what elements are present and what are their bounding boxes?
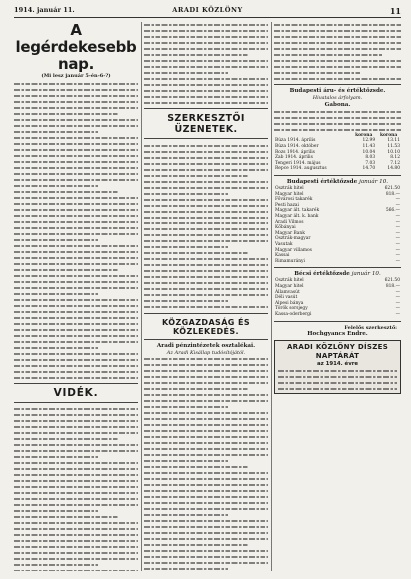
text-line xyxy=(14,430,138,436)
header-date: 1914. január 11. xyxy=(14,6,75,14)
text-line xyxy=(144,100,268,106)
text-line xyxy=(14,308,138,314)
table-value-cell: — xyxy=(395,202,400,208)
text-line xyxy=(144,530,268,536)
text-line xyxy=(14,543,138,549)
column-divider xyxy=(141,22,142,571)
text-line xyxy=(144,464,249,470)
text-line xyxy=(14,537,138,543)
subsection-title: Aradi pénzintézetek osztalékai. xyxy=(156,342,256,349)
text-line xyxy=(144,404,228,410)
text-line xyxy=(14,255,138,261)
text-line xyxy=(144,208,268,214)
table-value-cell: — xyxy=(395,197,400,203)
table-label-cell: Fővárosi takarék xyxy=(275,197,313,203)
table-label-cell: Magyar hitel xyxy=(275,191,304,197)
article-body xyxy=(144,356,268,571)
text-line xyxy=(14,484,138,490)
text-line xyxy=(144,494,268,500)
text-line xyxy=(14,508,98,514)
text-line xyxy=(14,320,138,326)
text-line xyxy=(144,250,249,256)
text-line xyxy=(144,226,268,232)
text-line xyxy=(14,99,138,105)
text-line xyxy=(274,70,360,76)
text-line xyxy=(14,466,138,472)
table-value-cell: — xyxy=(395,230,400,236)
text-line xyxy=(14,478,138,484)
grain-title: Gabona. xyxy=(324,101,351,108)
table-value-cell: — xyxy=(395,219,400,225)
text-line xyxy=(14,141,138,147)
text-line xyxy=(274,121,401,127)
stock-value-table xyxy=(274,186,401,264)
column-divider xyxy=(271,22,272,571)
text-line xyxy=(14,237,98,243)
bank-value-table xyxy=(274,278,401,317)
text-line xyxy=(144,536,268,542)
text-line xyxy=(14,117,138,123)
text-line xyxy=(14,249,138,255)
bank-date: január 10. xyxy=(351,271,381,278)
text-line xyxy=(274,22,401,28)
text-line xyxy=(144,488,268,494)
text-line xyxy=(14,436,119,442)
article-body xyxy=(144,22,268,105)
table-label-cell: Zab 1914. április xyxy=(275,155,313,161)
text-line xyxy=(14,123,138,129)
text-line xyxy=(14,561,98,567)
text-line xyxy=(14,81,138,87)
text-line xyxy=(14,514,119,520)
text-line xyxy=(144,28,268,34)
text-line xyxy=(14,278,138,284)
text-line xyxy=(14,374,138,380)
table-value-cell: 818.— xyxy=(385,191,400,197)
table-label-cell: Magyar hitel xyxy=(275,283,304,289)
text-line xyxy=(278,374,397,380)
values-title-text: Budapesti értéktőzsde xyxy=(286,179,358,186)
text-line xyxy=(144,64,268,70)
table-value-cell: — xyxy=(395,306,400,312)
table-label-cell: Déli vasút xyxy=(275,295,298,301)
text-line xyxy=(274,28,401,34)
text-line xyxy=(144,22,268,28)
text-line xyxy=(14,454,98,460)
ad-title: ARADI KÖZLÖNY DÍSZES NAPTÁRÁT xyxy=(286,342,389,360)
text-line xyxy=(144,220,268,226)
text-line xyxy=(14,147,138,153)
text-line xyxy=(274,76,401,82)
text-line xyxy=(274,127,401,133)
text-line xyxy=(144,280,268,286)
text-line xyxy=(144,422,268,428)
text-line xyxy=(14,332,138,338)
text-line xyxy=(14,549,138,555)
section-title-kozgazdasag: KÖZGAZDASÁG ÉS KÖZLEKEDÉS. xyxy=(162,317,250,336)
table-value-cell: 621.50 xyxy=(384,278,400,284)
text-line xyxy=(14,314,138,320)
text-line xyxy=(144,40,268,46)
table-label-cell: Kőbányai xyxy=(275,225,296,231)
text-line xyxy=(144,476,268,482)
text-line xyxy=(144,34,268,40)
table-label-cell: Rozs 1914. április xyxy=(275,149,315,155)
text-line xyxy=(144,256,268,262)
table-value-cell: 11.43 xyxy=(362,144,376,150)
text-line xyxy=(14,448,138,454)
text-line xyxy=(144,398,268,404)
divider xyxy=(274,267,401,268)
text-line xyxy=(14,171,138,177)
table-value-cell: — xyxy=(395,311,400,317)
table-label-cell: Magyar villamos xyxy=(275,247,312,253)
text-line xyxy=(144,554,268,560)
text-line xyxy=(144,374,268,380)
divider xyxy=(144,339,268,340)
subsection-byline: Az Aradi Kisállap tudósítójától. xyxy=(166,349,246,356)
text-line xyxy=(278,379,397,385)
header-rule xyxy=(14,17,401,18)
text-line xyxy=(144,500,268,506)
article-body xyxy=(14,81,138,380)
text-line xyxy=(144,392,268,398)
text-line xyxy=(144,458,228,464)
text-line xyxy=(14,350,138,356)
table-value-cell: — xyxy=(395,225,400,231)
text-line xyxy=(14,284,138,290)
table-row xyxy=(274,259,401,265)
table-value-cell: 7.03 xyxy=(365,160,376,166)
text-line xyxy=(274,40,401,46)
values-date: január 10. xyxy=(359,179,389,186)
text-line xyxy=(144,52,249,58)
text-line xyxy=(14,261,138,267)
text-line xyxy=(14,496,138,502)
table-label-cell: Államvasút xyxy=(275,289,300,295)
table-label-cell: Magyar Bank xyxy=(275,230,305,236)
table-value-cell: — xyxy=(395,247,400,253)
text-line xyxy=(14,243,138,249)
text-line xyxy=(144,542,249,548)
text-line xyxy=(14,442,138,448)
divider xyxy=(274,84,401,85)
text-line xyxy=(14,135,138,141)
section-title-szerkesztoi: SZERKESZTŐI ÜZENETEK. xyxy=(167,113,245,136)
text-line xyxy=(14,424,138,430)
text-line xyxy=(144,548,268,554)
text-line xyxy=(144,142,268,148)
table-value-cell: — xyxy=(395,300,400,306)
section-title-videk: VIDÉK. xyxy=(53,386,99,399)
table-label-cell: Rimamurányi xyxy=(275,258,305,264)
text-line xyxy=(14,326,138,332)
text-line xyxy=(14,129,98,135)
text-line xyxy=(144,82,268,88)
text-line xyxy=(14,159,138,165)
text-line xyxy=(14,290,98,296)
table-value-cell: 13.11 xyxy=(387,138,400,144)
table-value-cell: 14.70 xyxy=(362,166,376,172)
text-line xyxy=(14,555,138,561)
text-line xyxy=(144,470,268,476)
table-value-cell: — xyxy=(395,289,400,295)
text-line xyxy=(14,472,138,478)
text-line xyxy=(14,219,138,225)
column-left xyxy=(14,22,138,571)
text-line xyxy=(278,385,397,391)
article-body xyxy=(144,142,268,309)
table-value-cell: — xyxy=(395,253,400,259)
table-value-cell: — xyxy=(395,241,400,247)
text-line xyxy=(274,109,401,115)
table-label-cell: Osztrák-magyar xyxy=(275,236,311,242)
text-line xyxy=(14,87,138,93)
text-line xyxy=(144,428,268,434)
publisher-label: Felelős szerkesztő: xyxy=(344,324,397,331)
table-value-cell: 14.80 xyxy=(387,166,400,172)
text-line xyxy=(14,368,138,374)
text-line xyxy=(144,214,268,220)
text-line xyxy=(14,344,98,350)
text-line xyxy=(144,380,268,386)
text-line xyxy=(14,183,98,189)
text-line xyxy=(14,406,138,412)
table-label-cell: Alpesi bánya xyxy=(275,300,304,306)
text-line xyxy=(14,502,138,508)
table-value-cell: 10.04 xyxy=(362,149,376,155)
text-line xyxy=(144,184,268,190)
table-value-cell: — xyxy=(395,295,400,301)
text-line xyxy=(144,268,268,274)
table-value-cell: 10.10 xyxy=(387,149,400,155)
table-value-cell: — xyxy=(395,258,400,264)
text-line xyxy=(14,165,138,171)
text-line xyxy=(14,302,138,308)
text-line xyxy=(144,154,268,160)
table-value-cell: 7.12 xyxy=(390,160,400,166)
text-line xyxy=(14,418,138,424)
text-line xyxy=(144,262,268,268)
text-line xyxy=(14,111,119,117)
text-line xyxy=(14,273,138,279)
article-subtitle: (Mi lesz január 5-én-6-?) xyxy=(41,73,111,79)
table-label-cell: Osztrák hitel xyxy=(275,278,304,284)
text-line xyxy=(14,460,138,466)
text-line xyxy=(14,267,119,273)
text-line xyxy=(274,52,382,58)
text-line xyxy=(144,58,268,64)
table-value-cell: 818.— xyxy=(385,283,400,289)
text-line xyxy=(144,160,268,166)
divider xyxy=(14,383,138,384)
text-line xyxy=(144,362,268,368)
text-line xyxy=(14,195,138,201)
text-line xyxy=(144,148,268,154)
market-title: Budapesti áru- és értéktőzsde. xyxy=(289,88,386,95)
table-value-cell: 12.99 xyxy=(362,138,376,144)
text-line xyxy=(14,153,138,159)
text-line xyxy=(14,526,138,532)
advertisement-box xyxy=(274,340,401,395)
text-line xyxy=(144,482,268,488)
text-line xyxy=(144,356,268,362)
text-line xyxy=(144,232,268,238)
text-line xyxy=(144,440,268,446)
ad-body xyxy=(278,368,397,392)
table-value-cell: 11.53 xyxy=(387,144,400,150)
text-line xyxy=(274,115,401,121)
table-label-cell: Tengeri 1914. május xyxy=(275,160,321,166)
market-subtitle: Hivatalos árfolyam. xyxy=(312,95,363,102)
text-line xyxy=(144,46,268,52)
text-line xyxy=(144,566,228,571)
text-line xyxy=(144,410,268,416)
table-label-cell: Kassa-oderbergi xyxy=(275,311,312,317)
column-right xyxy=(274,22,401,571)
text-line xyxy=(144,244,228,250)
text-line xyxy=(144,94,268,100)
text-line xyxy=(144,190,228,196)
table-value-cell: — xyxy=(395,214,400,220)
text-line xyxy=(278,368,397,374)
table-label-cell: Magyar ált. takarék xyxy=(275,208,320,214)
text-line xyxy=(14,177,138,183)
text-line xyxy=(144,434,268,440)
table-label-cell: Török sorsjegy xyxy=(275,306,308,312)
article-body xyxy=(14,406,138,571)
table-value-cell: 8.03 xyxy=(365,155,376,161)
table-label-cell: Vasutak xyxy=(275,241,293,247)
divider xyxy=(144,138,268,139)
header-paper-name: ARADI KÖZLÖNY xyxy=(172,6,243,14)
text-line xyxy=(144,416,268,422)
text-line xyxy=(144,238,268,244)
publisher-name: Hochgyancs Endre. xyxy=(307,330,368,337)
text-line xyxy=(14,362,138,368)
table-label-cell: Aradi Vilmos xyxy=(275,219,304,225)
divider xyxy=(144,313,268,315)
text-line xyxy=(144,76,268,82)
text-line xyxy=(144,298,228,304)
text-line xyxy=(14,356,138,362)
header-page-number: 11 xyxy=(389,6,401,16)
column-middle xyxy=(144,22,268,571)
table-label-cell: Magyar ált. k. bank xyxy=(275,214,319,220)
table-label-cell: Búza 1914. április xyxy=(275,138,316,144)
article-body xyxy=(274,22,401,81)
text-line xyxy=(14,567,138,571)
table-header-cell: korona xyxy=(379,132,398,138)
text-line xyxy=(144,560,268,566)
text-line xyxy=(144,172,249,178)
text-line xyxy=(144,202,268,208)
values-title xyxy=(274,179,401,186)
text-line xyxy=(274,64,401,70)
text-line xyxy=(14,296,138,302)
divider xyxy=(144,108,268,110)
table-label-cell: Repce 1914. augusztus xyxy=(275,166,327,172)
table-label-cell: Osztrák hitel xyxy=(275,186,304,192)
table-row xyxy=(274,166,401,172)
table-label-cell: Pesti hazai xyxy=(275,202,299,208)
text-line xyxy=(14,105,138,111)
text-line xyxy=(274,34,401,40)
article-title: A legérdekesebb nap. xyxy=(15,22,137,73)
divider xyxy=(274,175,401,176)
table-value-cell: 621.50 xyxy=(384,186,400,192)
text-line xyxy=(14,338,138,344)
table-row xyxy=(274,312,401,318)
bank-title xyxy=(274,271,401,278)
text-line xyxy=(274,46,401,52)
text-line xyxy=(144,274,268,280)
text-line xyxy=(144,178,268,184)
text-line xyxy=(144,368,268,374)
text-line xyxy=(14,213,138,219)
table-value-cell: — xyxy=(395,236,400,242)
table-label-cell: Búza 1914. október xyxy=(275,144,319,150)
table-label-cell: Kassai xyxy=(275,253,290,259)
table-value-cell: 566.— xyxy=(385,208,400,214)
text-line xyxy=(144,452,268,458)
text-line xyxy=(14,225,138,231)
article-body xyxy=(274,109,401,133)
text-line xyxy=(14,532,138,538)
text-line xyxy=(14,207,138,213)
text-line xyxy=(144,292,268,298)
text-line xyxy=(144,70,228,76)
text-line xyxy=(14,490,138,496)
divider xyxy=(274,321,401,322)
text-line xyxy=(144,304,268,310)
text-line xyxy=(144,512,228,518)
text-line xyxy=(14,412,138,418)
text-line xyxy=(144,506,268,512)
table-value-cell: 8.12 xyxy=(390,155,400,161)
text-line xyxy=(14,189,119,195)
text-line xyxy=(144,446,268,452)
text-line xyxy=(144,386,249,392)
text-line xyxy=(14,231,138,237)
text-line xyxy=(14,520,138,526)
text-line xyxy=(274,58,401,64)
text-line xyxy=(144,166,268,172)
table-header-cell: korona xyxy=(355,132,373,138)
text-line xyxy=(14,201,138,207)
divider xyxy=(14,402,138,403)
text-line xyxy=(144,88,268,94)
text-line xyxy=(144,286,268,292)
text-line xyxy=(144,524,268,530)
bank-title-text: Bécsi értéktőzsde xyxy=(294,271,350,278)
text-line xyxy=(144,196,268,202)
grain-price-table xyxy=(274,133,401,172)
text-line xyxy=(144,518,268,524)
ad-subtitle: az 1914. évre xyxy=(316,360,359,367)
text-line xyxy=(14,93,138,99)
